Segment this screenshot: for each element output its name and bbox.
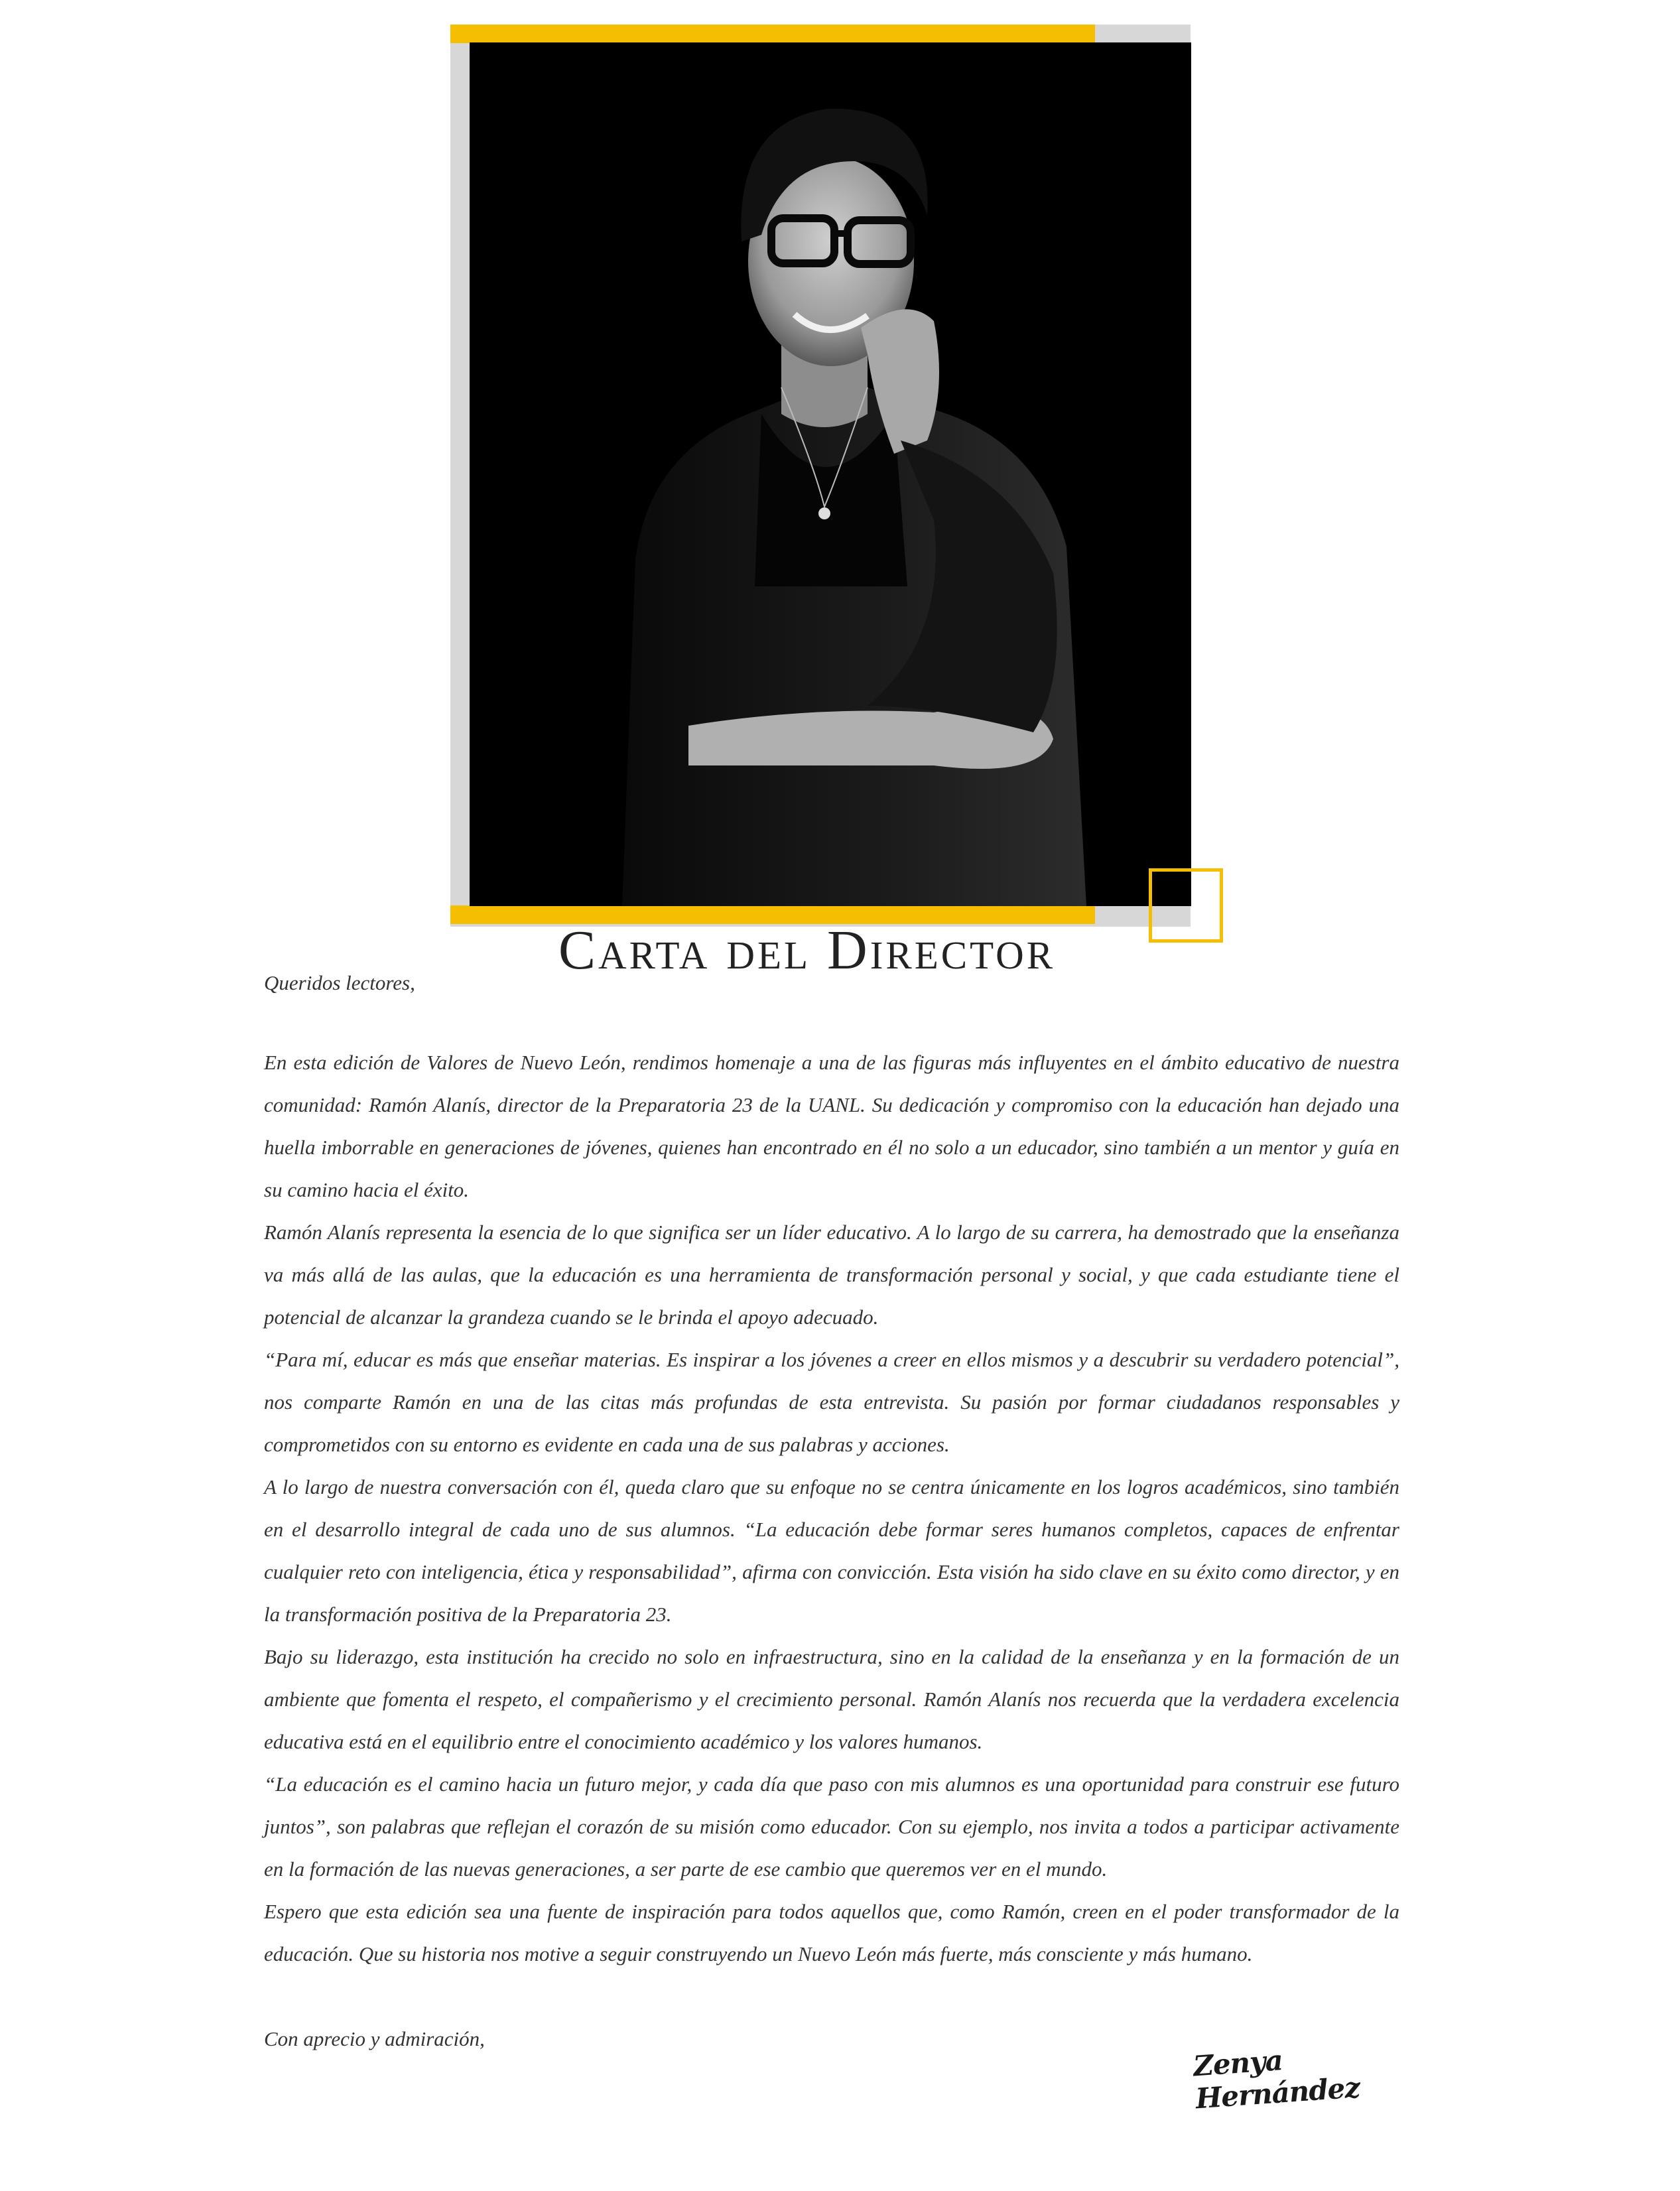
letter-paragraph: Bajo su liderazgo, esta institución ha crecido no solo en infraestructura, sino en la calidad de la enseñanza y en la formación de un ambiente que fomenta el respeto, el compañerismo y el crecimiento personal. Ramón Alanís nos recuerda que la verdadera excelencia educativa está en el equilibrio entre el conocimiento académico y los valores humanos.	[264, 1645, 1399, 1753]
letter-paragraph: Ramón Alanís representa la esencia de lo que significa ser un líder educativo. A lo largo de su carrera, ha demostrado que la enseñanza va más allá de las aulas, que la educación es una herramienta de transformación personal y social, y que cada estudiante tiene el potencial de alcanzar la grandeza cuando se le brinda el apoyo adecuado.	[264, 1221, 1399, 1329]
photo-frame-accent-top	[450, 25, 1095, 43]
letter-paragraph: Espero que esta edición sea una fuente de inspiración para todos aquellos que, como Ramón, creen en el poder transformador de la educación. Que su historia nos motive a seguir construyendo un Nuevo León más fuerte, más consciente y más humano.	[264, 1900, 1399, 1965]
letter-closing: Con aprecio y admiración,	[264, 2027, 485, 2050]
letter-body	[264, 962, 1399, 2060]
letter-paragraph: “La educación es el camino hacia un futuro mejor, y cada día que paso con mis alumnos es una oportunidad para construir ese futuro juntos”, son palabras que reflejan el corazón de su misión como educador. Con su ejemplo, nos invita a todos a participar activamente en la formación de las nuevas generaciones, a ser parte de ese cambio que queremos ver en el mundo.	[264, 1772, 1399, 1881]
page-title: Carta del Director	[558, 919, 1056, 981]
letter-greeting: Queridos lectores,	[264, 971, 415, 994]
letter-paragraph: En esta edición de Valores de Nuevo León, rendimos homenaje a una de las figuras más influyentes en el ámbito educativo de nuestra comunidad: Ramón Alanís, director de la Preparatoria 23 de la UANL. Su dedicación y compromiso con la educación han dejado una huella imborrable en generaciones de jóvenes, quienes han encontrado en él no solo a un educador, sino también a un mentor y guía en su camino hacia el éxito.	[264, 1051, 1399, 1201]
author-signature: Zenya Hernández	[1192, 2044, 1361, 2115]
letter-paragraph: “Para mí, educar es más que enseñar materias. Es inspirar a los jóvenes a creer en ellos mismos y a descubrir su verdadero potencial”, nos comparte Ramón en una de las citas más profundas de esta entrevista. Su pasión por formar ciudadanos responsables y comprometidos con su entorno es evidente en cada una de sus palabras y acciones.	[264, 1348, 1399, 1456]
director-portrait-photo	[470, 42, 1191, 906]
letter-paragraph: A lo largo de nuestra conversación con él, queda claro que su enfoque no se centra únicamente en los logros académicos, sino también en el desarrollo integral de cada uno de sus alumnos. “La educación debe formar seres humanos completos, capaces de enfrentar cualquier reto con inteligencia, ética y responsabilidad”, afirma con convicción. Esta visión ha sido clave en su éxito como director, y en la transformación positiva de la Preparatoria 23.	[264, 1475, 1399, 1626]
